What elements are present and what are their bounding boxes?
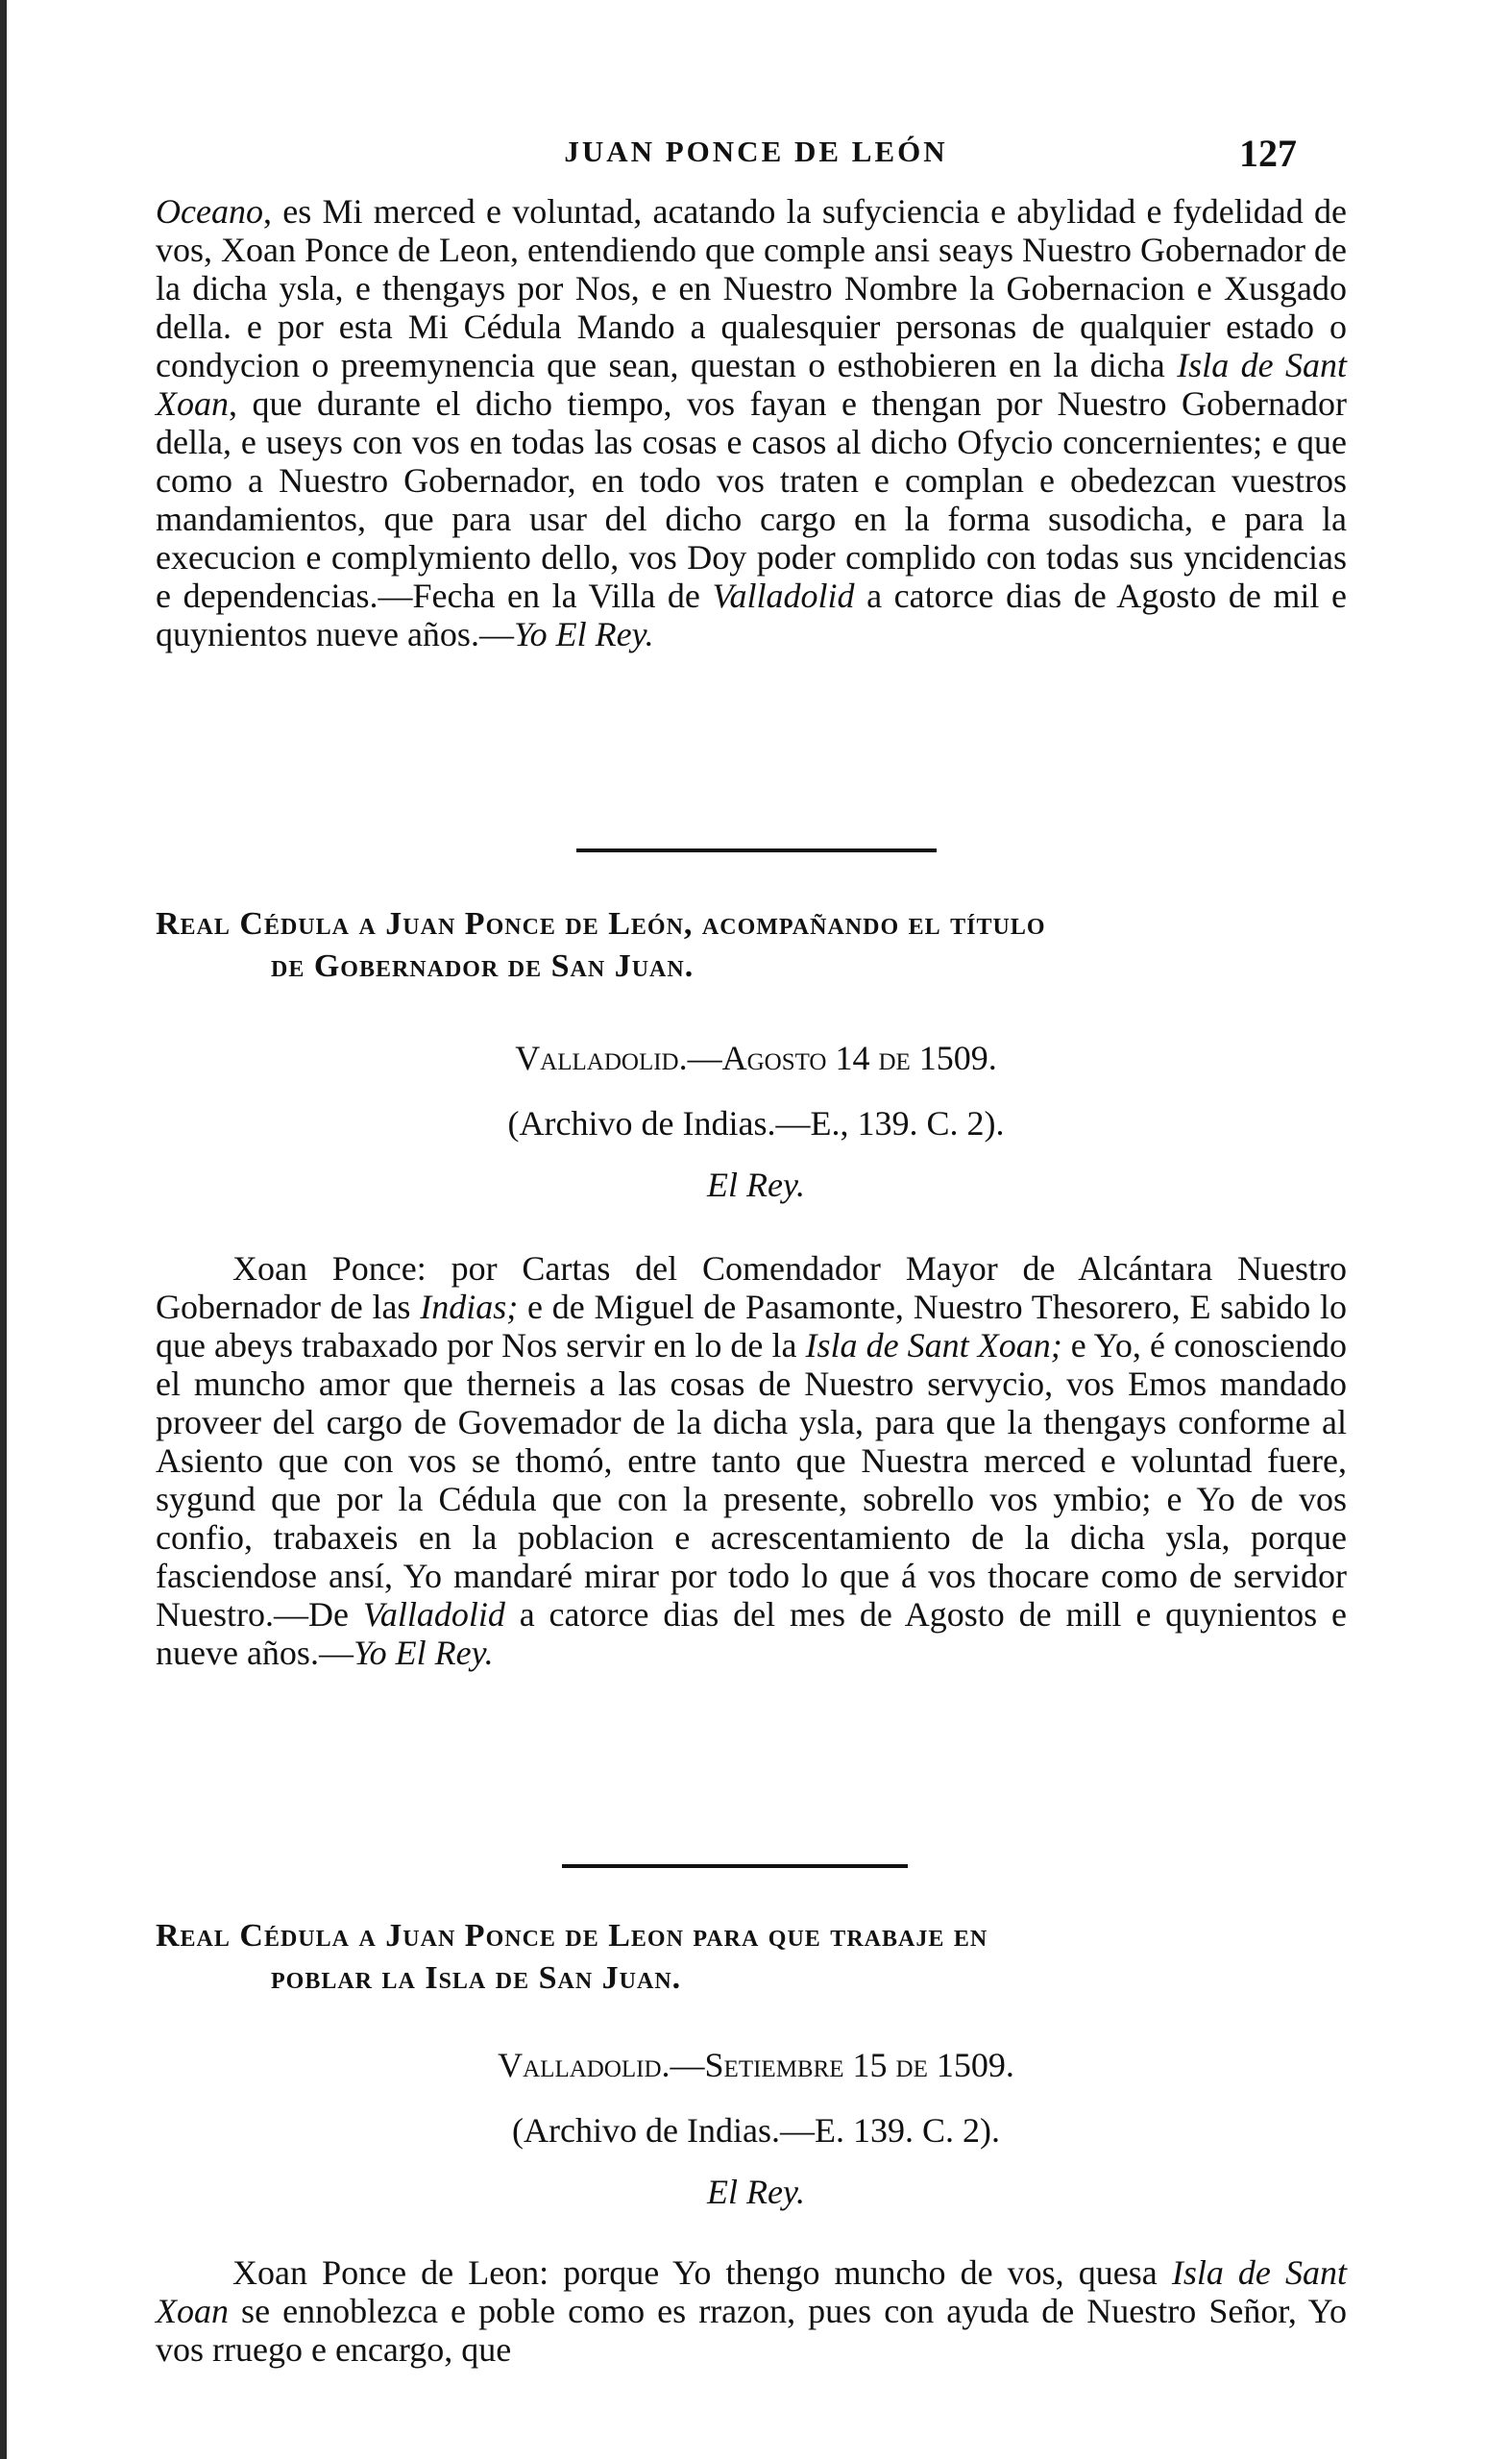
sender-line: El Rey.	[707, 1166, 805, 1204]
document-body: Xoan Ponce de Leon: porque Yo thengo muncho de vos, quesa Isla de Sant Xoan se ennoblezca e poble como es rrazon, pues con ayuda de Nuestro Señor, Yo vos rruego e encargo, que	[156, 2253, 1347, 2369]
section-divider	[562, 1864, 908, 1868]
running-header-title: JUAN PONCE DE LEÓN	[564, 135, 948, 168]
archive-reference: (Archivo de Indias.—E. 139. C. 2).	[512, 2111, 1000, 2150]
archive-reference: (Archivo de Indias.—E., 139. C. 2).	[507, 1104, 1005, 1143]
page-edge-shadow	[0, 0, 7, 2459]
section-divider	[576, 848, 937, 852]
document-body: Xoan Ponce: por Cartas del Comendador Mayor de Alcántara Nuestro Gobernador de las Indias; e de Miguel de Pasamonte, Nuestro Thesorero, E sabido lo que abeys trabaxado por Nos servir en lo de la Isla de Sant Xoan; e Yo, é conosciendo el muncho amor que therneis a las cosas de Nuestro servycio, vos Emos mandado proveer del cargo de Govemador de la dicha ysla, para que la thengays conforme al Asiento que con vos se thomó, entre tanto que Nuestra merced e voluntad fuere, sygund que por la Cédula que con la presente, sobrello vos ymbio; e Yo de vos confio, trabaxeis en la poblacion e acrescentamiento de la dicha ysla, porque fasciendose ansí, Yo mandaré mirar por todo lo que á vos thocare como de servidor Nuestro.—De Valladolid a catorce dias del mes de Agosto de mill e quynientos e nueve años.—Yo El Rey.	[156, 1249, 1348, 1672]
sender-line: El Rey.	[707, 2173, 805, 2211]
page-number: 127	[1239, 132, 1297, 175]
document-heading: Real Cédula a Juan Ponce de Leon para que trabaje en poblar la Isla de San Juan.	[156, 1918, 988, 1996]
document-heading: Real Cédula a Juan Ponce de León, acompañando el título de Gobernador de San Juan.	[156, 906, 1046, 984]
signature-yo-el-rey: Yo El Rey.	[513, 615, 654, 653]
italic-word: Oceano	[156, 192, 263, 231]
place-date-line: Valladolid.—Setiembre 15 de 1509.	[498, 2046, 1014, 2084]
signature-yo-el-rey: Yo El Rey.	[353, 1634, 494, 1672]
paragraph-continued: Oceano, es Mi merced e voluntad, acatando la sufyciencia e abylidad e fydelidad de vos, Xoan Ponce de Leon, entendiendo que comple ansi seays Nuestro Gobernador de la dicha ysla, e thengays por Nos, e en Nuestro Nombre la Gobernacion e Xusgado della. e por esta Mi Cédula Mando a qualesquier personas de qualquier estado o condycion o preemynencia que sean, questan o esthobieren en la dicha Isla de Sant Xoan, que durante el dicho tiempo, vos fayan e thengan por Nuestro Gobernador della, e useys con vos en todas las cosas e casos al dicho Ofycio concernientes; e que como a Nuestro Gobernador, en todo vos traten e complan e obedezcan vuestros mandamientos, que para usar del dicho cargo en la forma susodicha, e para la execucion e complymiento dello, vos Doy poder complido con todas sus yncidencias e dependencias.—Fecha en la Villa de Valladolid a catorce dias de Agosto de mil e quynientos nueve años.—Yo El Rey.	[156, 192, 1348, 653]
place-date-line: Valladolid.—Agosto 14 de 1509.	[515, 1039, 997, 1077]
